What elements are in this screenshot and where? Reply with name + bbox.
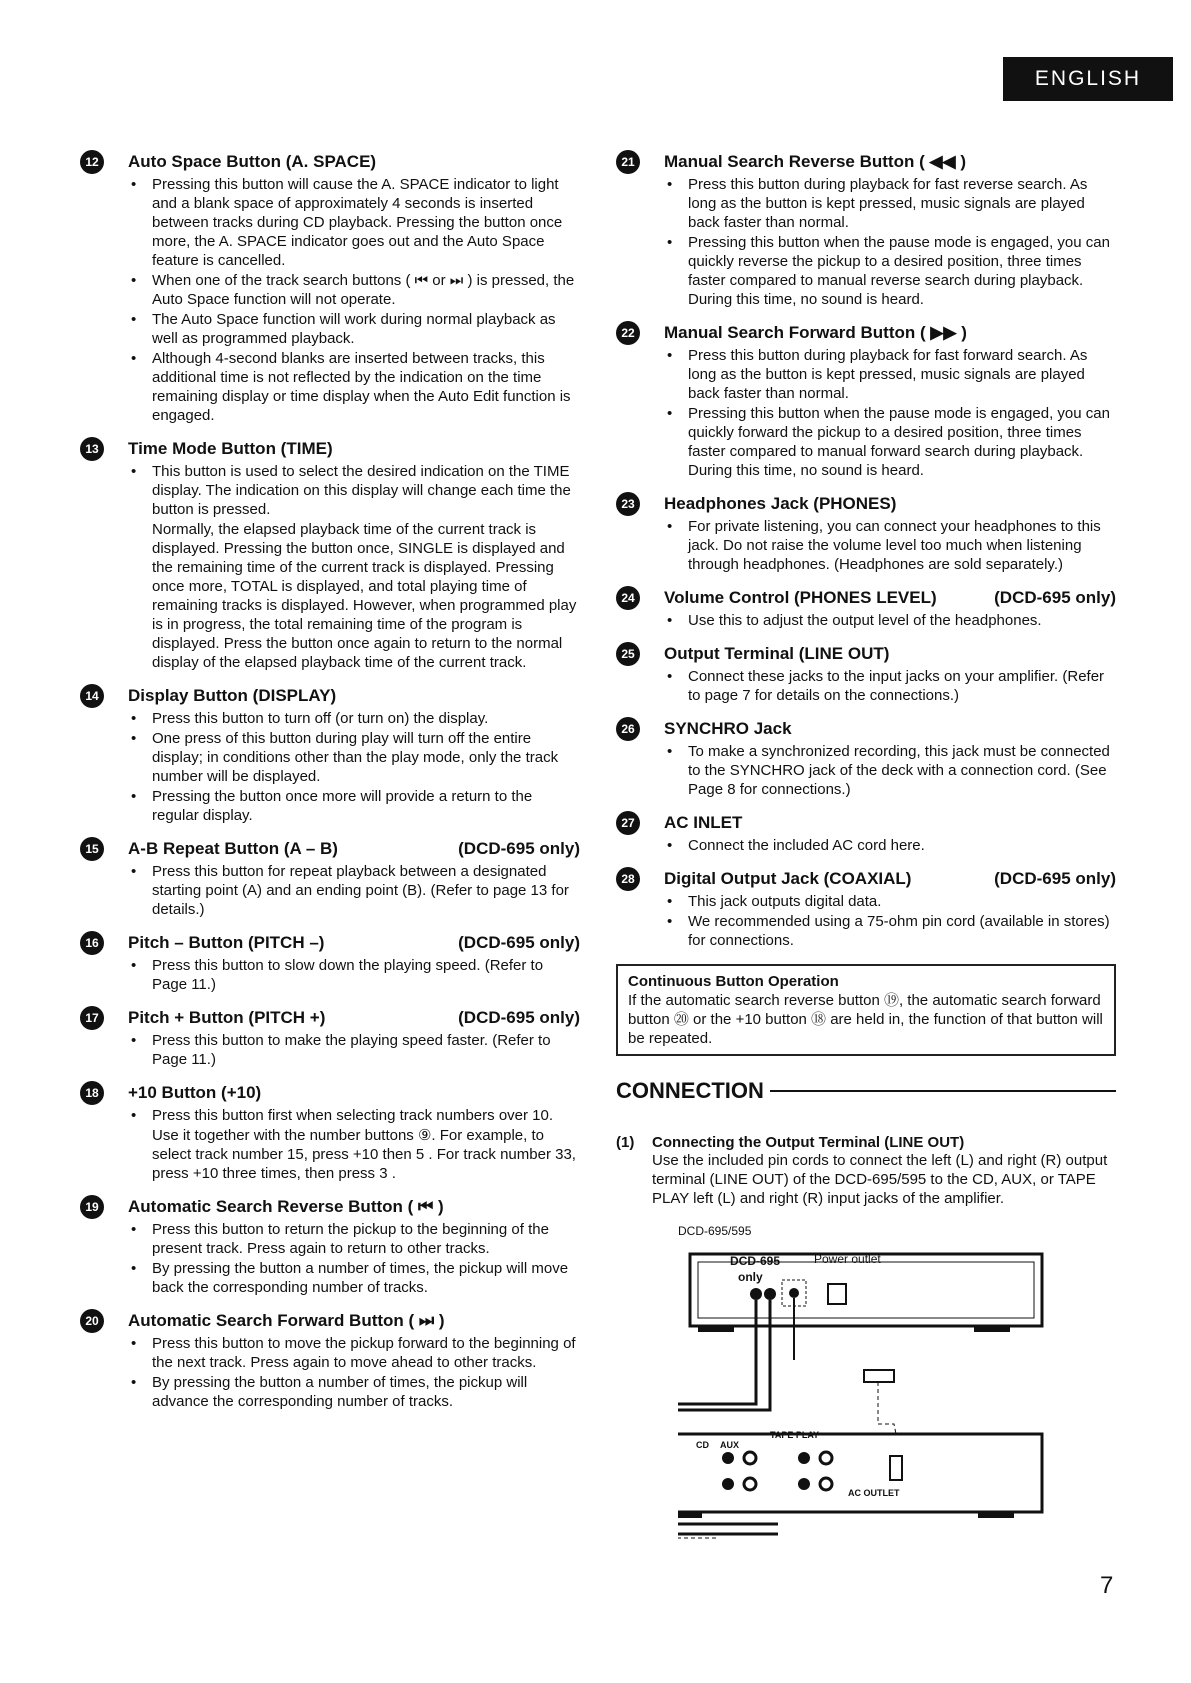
- section-21: [616, 152, 1116, 309]
- bullet-item: • Pressing this button when the pause mode is engaged, you can quickly reverse the pickup to a desired position, three times faster compared to manual reverse search during playback. During this time, no sound is heard.: [664, 233, 1116, 309]
- section-title: SYNCHRO Jack: [664, 719, 792, 738]
- section-model-note: (DCD-695 only): [994, 588, 1116, 607]
- sub-section-label: (1): [616, 1134, 635, 1151]
- bullet-list: [664, 611, 1116, 630]
- section-title: Time Mode Button (TIME): [128, 439, 333, 458]
- sub-section-text: Use the included pin cords to connect the left (L) and right (R) output terminal (LINE OUT) of the DCD-695/595 to the CD, AUX, or TAPE PLAY left (L) and right (R) input jacks of the amplifier.: [652, 1152, 1108, 1207]
- cd-input-jack-l: [722, 1452, 734, 1464]
- section-16: [80, 933, 580, 994]
- section-header: [128, 1311, 580, 1331]
- section-model-note: (DCD-695 only): [458, 1008, 580, 1027]
- section-header: [128, 152, 580, 172]
- section-title: Automatic Search Forward Button ( ⏭ ): [128, 1311, 445, 1330]
- tape-play-label: TAPE PLAY: [770, 1430, 820, 1440]
- section-title: Manual Search Forward Button ( ▶▶ ): [664, 323, 967, 342]
- section-header: [664, 644, 1116, 664]
- section-number-badge: 19: [80, 1195, 104, 1219]
- section-20: [80, 1311, 580, 1411]
- bullet-list: [128, 862, 580, 919]
- section-12: [80, 152, 580, 425]
- bullet-list: [664, 667, 1116, 705]
- left-column: [80, 152, 580, 1425]
- section-14: [80, 686, 580, 825]
- section-24: [616, 588, 1116, 630]
- bullet-list: [128, 709, 580, 825]
- aux-jack-label: AUX: [720, 1440, 740, 1450]
- section-title: Volume Control (PHONES LEVEL): [664, 588, 937, 607]
- connection-diagram: [678, 1224, 1068, 1544]
- heading-rule: [770, 1090, 1116, 1092]
- section-number-badge: 17: [80, 1006, 104, 1030]
- coaxial-jack: [789, 1288, 799, 1298]
- section-number-badge: 16: [80, 931, 104, 955]
- bullet-list: [664, 175, 1116, 309]
- section-number-badge: 24: [616, 586, 640, 610]
- bullet-list: [664, 346, 1116, 480]
- bullet-list: [128, 1031, 580, 1069]
- section-number-badge: 14: [80, 684, 104, 708]
- section-number-badge: 23: [616, 492, 640, 516]
- bullet-item: • Pressing this button will cause the A. SPACE indicator to light and a blank space of approximately 4 seconds is inserted between tracks during CD playback. Pressing the button once more, the A. SPACE indicator goes out and the Auto Space feature is cancelled.: [128, 175, 580, 270]
- section-header: [664, 719, 1116, 739]
- bullet-item: • Although 4-second blanks are inserted between tracks, this additional time is not reflected by the indication on the time remaining display or time display when the Auto Edit function is engaged.: [128, 349, 580, 425]
- section-number-badge: 13: [80, 437, 104, 461]
- bullet-item: • This jack outputs digital data.: [664, 892, 1116, 911]
- section-header: [664, 494, 1116, 514]
- section-title: Output Terminal (LINE OUT): [664, 644, 890, 663]
- bullet-item: • Press this button to move the pickup forward to the beginning of the next track. Press again to move ahead to other tracks.: [128, 1334, 580, 1372]
- bullet-item: • Press this button first when selecting track numbers over 10.: [128, 1106, 580, 1125]
- cd-player-foot: [974, 1326, 1010, 1332]
- power-plug: [864, 1370, 894, 1382]
- line-out-jack-l: [750, 1288, 762, 1300]
- bullet-list: [664, 836, 1116, 855]
- bullet-item: • Press this button during playback for fast forward search. As long as the button is kept pressed, music signals are played back faster than normal.: [664, 346, 1116, 403]
- bullet-item: • The Auto Space function will work during normal playback as well as programmed playback.: [128, 310, 580, 348]
- section-title: AC INLET: [664, 813, 743, 832]
- bullet-list: [128, 1106, 580, 1125]
- section-27: [616, 813, 1116, 855]
- right-column: [616, 152, 1116, 1208]
- sub-section-title: Connecting the Output Terminal (LINE OUT): [652, 1134, 965, 1151]
- section-number-badge: 15: [80, 837, 104, 861]
- section-26: [616, 719, 1116, 799]
- bullet-item: • For private listening, you can connect your headphones to this jack. Do not raise the volume level too much when listening through headphones. (Headphones are sold separately.): [664, 517, 1116, 574]
- section-header: [128, 1008, 580, 1028]
- bullet-item: • Press this button for repeat playback between a designated starting point (A) and an ending point (B). (Refer to page 13 for details.): [128, 862, 580, 919]
- bullet-list: [664, 742, 1116, 799]
- tape-play-jack-r: [798, 1478, 810, 1490]
- section-23: [616, 494, 1116, 574]
- bullet-item: • Pressing the button once more will provide a return to the regular display.: [128, 787, 580, 825]
- bullet-list: [664, 517, 1116, 574]
- section-title: Manual Search Reverse Button ( ◀◀ ): [664, 152, 966, 171]
- section-continuation: Use it together with the number buttons ⑨. For example, to select track number 15, press +10 then 5 . For track number 33, press +10 three times, then press 3 .: [152, 1127, 576, 1182]
- section-header: [128, 933, 580, 953]
- section-title: Pitch + Button (PITCH +): [128, 1008, 326, 1027]
- section-number-badge: 22: [616, 321, 640, 345]
- section-header: [664, 323, 1116, 343]
- section-title: +10 Button (+10): [128, 1083, 262, 1102]
- section-28: [616, 869, 1116, 950]
- section-title: Pitch – Button (PITCH –): [128, 933, 325, 952]
- power-outlet-label: Power outlet: [814, 1252, 881, 1266]
- bullet-item: • Press this button during playback for fast reverse search. As long as the button is kept pressed, music signals are played back faster than normal.: [664, 175, 1116, 232]
- bullet-item: • To make a synchronized recording, this jack must be connected to the SYNCHRO jack of the deck with a connection cord. (See Page 8 for connections.): [664, 742, 1116, 799]
- section-header: [664, 869, 1116, 889]
- bullet-list: [664, 892, 1116, 950]
- ac-outlet-label: AC OUTLET: [848, 1488, 900, 1498]
- bullet-item: • Press this button to turn off (or turn on) the display.: [128, 709, 580, 728]
- continuous-operation-box: [616, 964, 1116, 1056]
- bullet-item: • Press this button to make the playing speed faster. (Refer to Page 11.): [128, 1031, 580, 1069]
- section-model-note: (DCD-695 only): [458, 933, 580, 952]
- tape-play-jack-l: [798, 1452, 810, 1464]
- line-out-jack-r: [764, 1288, 776, 1300]
- bullet-item: • When one of the track search buttons ( ⏮ or ⏭ ) is pressed, the Auto Space function will not operate.: [128, 271, 580, 309]
- section-model-note: (DCD-695 only): [994, 869, 1116, 888]
- bullet-list: [128, 1220, 580, 1297]
- power-cord: [878, 1382, 896, 1434]
- bullet-item: • This button is used to select the desired indication on the TIME display. The indication on this display will change each time the button is pressed.: [128, 462, 580, 519]
- bullet-item: • By pressing the button a number of times, the pickup will move back the corresponding number of tracks.: [128, 1259, 580, 1297]
- language-tab: ENGLISH: [1003, 57, 1173, 101]
- only-label: only: [738, 1270, 763, 1284]
- section-header: [664, 152, 1116, 172]
- section-continuation: Normally, the elapsed playback time of the current track is displayed. Pressing the button once, SINGLE is displayed and the remaining time of the current track is displayed. Pressing once more, TOTAL is displayed, and total playing time of remaining tracks is displayed. However, when programmed play is in progress, the total remaining time of the program is displayed. Press the button once again to return to the normal display of the elapsed playback time of the current track.: [152, 521, 577, 671]
- cd-input-jack-r: [722, 1478, 734, 1490]
- box-text: If the automatic search reverse button ⑲, the automatic search forward button ⑳ or the +10 button ⑱ are held in, the function of that button will be repeated.: [628, 992, 1103, 1047]
- section-title: Automatic Search Reverse Button ( ⏮ ): [128, 1197, 444, 1216]
- section-number-badge: 21: [616, 150, 640, 174]
- bullet-item: • By pressing the button a number of times, the pickup will advance the corresponding number of tracks.: [128, 1373, 580, 1411]
- section-15: [80, 839, 580, 919]
- section-number-badge: 26: [616, 717, 640, 741]
- bullet-item: • Press this button to return the pickup to the beginning of the present track. Press again to return to other tracks.: [128, 1220, 580, 1258]
- section-number-badge: 27: [616, 811, 640, 835]
- section-number-badge: 25: [616, 642, 640, 666]
- connection-sub-section: [616, 1134, 1116, 1208]
- section-17: [80, 1008, 580, 1069]
- bullet-item: • Pressing this button when the pause mode is engaged, you can quickly forward the pickup to a desired position, three times faster compared to manual forward search during playback. During this time, no sound is heard.: [664, 404, 1116, 480]
- bullet-item: • One press of this button during play will turn off the entire display; in conditions other than the play mode, only the track number will be displayed.: [128, 729, 580, 786]
- section-number-badge: 12: [80, 150, 104, 174]
- section-header: [128, 439, 580, 459]
- bullet-list: [128, 175, 580, 425]
- dcd695-label: DCD-695: [730, 1254, 781, 1268]
- bullet-list: [128, 956, 580, 994]
- amplifier-foot: [678, 1512, 702, 1518]
- section-number-badge: 18: [80, 1081, 104, 1105]
- section-title: A-B Repeat Button (A – B): [128, 839, 338, 858]
- cd-player-foot: [698, 1326, 734, 1332]
- amplifier-foot: [978, 1512, 1014, 1518]
- cd-jack-label: CD: [696, 1440, 709, 1450]
- connection-heading-text: CONNECTION: [616, 1078, 764, 1103]
- section-number-badge: 20: [80, 1309, 104, 1333]
- page-number: 7: [1100, 1572, 1114, 1599]
- section-header: [128, 1083, 580, 1103]
- section-header: [664, 813, 1116, 833]
- connection-heading: [616, 1078, 1116, 1104]
- section-title: Headphones Jack (PHONES): [664, 494, 897, 513]
- diagram-model-label: DCD-695/595: [678, 1224, 752, 1238]
- section-22: [616, 323, 1116, 480]
- section-19: [80, 1197, 580, 1297]
- box-title: Continuous Button Operation: [628, 973, 839, 990]
- section-header: [128, 686, 580, 706]
- section-18: [80, 1083, 580, 1183]
- section-title: Display Button (DISPLAY): [128, 686, 337, 705]
- bullet-item: • Connect the included AC cord here.: [664, 836, 1116, 855]
- bullet-item: • Connect these jacks to the input jacks on your amplifier. (Refer to page 7 for details on the connections.): [664, 667, 1116, 705]
- bullet-item: • We recommended using a 75-ohm pin cord (available in stores) for connections.: [664, 912, 1116, 950]
- bullet-list: [128, 1334, 580, 1411]
- section-model-note: (DCD-695 only): [458, 839, 580, 858]
- bullet-list: [128, 462, 580, 519]
- section-header: [664, 588, 1116, 608]
- section-header: [128, 839, 580, 859]
- section-title: Auto Space Button (A. SPACE): [128, 152, 377, 171]
- section-title: Digital Output Jack (COAXIAL): [664, 869, 912, 888]
- section-13: [80, 439, 580, 672]
- section-header: [128, 1197, 580, 1217]
- section-25: [616, 644, 1116, 705]
- bullet-item: • Press this button to slow down the playing speed. (Refer to Page 11.): [128, 956, 580, 994]
- bullet-item: • Use this to adjust the output level of the headphones.: [664, 611, 1116, 630]
- section-number-badge: 28: [616, 867, 640, 891]
